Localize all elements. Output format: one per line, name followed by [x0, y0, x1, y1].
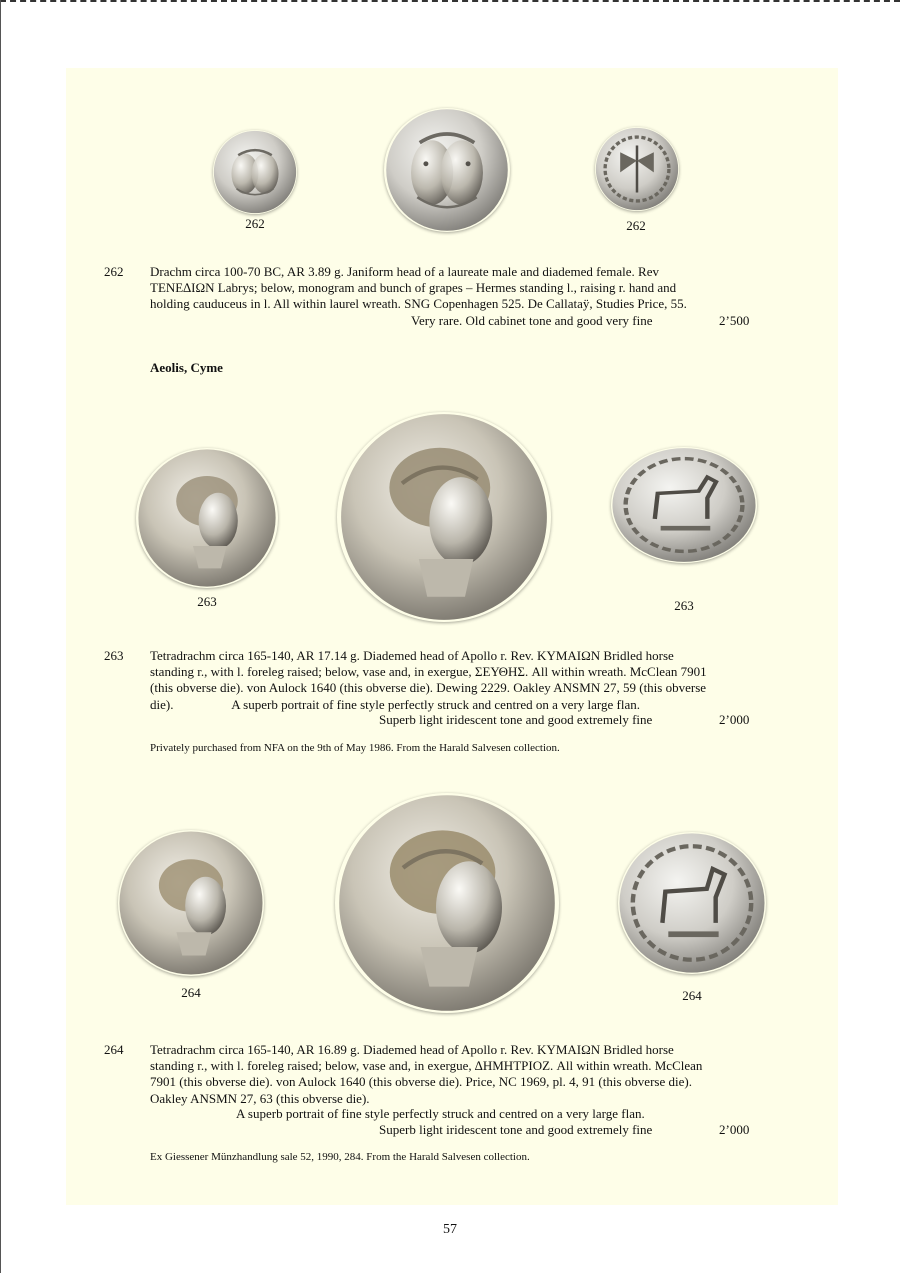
plate-label-262-right: 262: [626, 218, 646, 233]
description-line: standing r., with l. foreleg raised; below, vase and, in exergue, ΣΕΥΘΗΣ. All within wreath. McClean 7901: [150, 664, 707, 680]
lot-264-condition: Superb light iridescent tone and good extremely fine: [379, 1122, 653, 1137]
lot-263-provenance: Privately purchased from NFA on the 9th of May 1986. From the Harald Salvesen collection.: [150, 742, 560, 754]
top-dashed-border: [0, 0, 900, 4]
lot-description: [150, 264, 752, 313]
coin-264-reverse-image: [618, 832, 766, 974]
description-line: 7901 (this obverse die). von Aulock 1640 (this obverse die). Price, NC 1969, pl. 4, 91 (this obverse die).: [150, 1074, 692, 1090]
content-panel: [66, 68, 838, 1205]
coin-262-obverse-enlarged-image: [384, 108, 510, 232]
coin-263-obverse-enlarged-image: [337, 412, 551, 622]
coin-264-obverse-enlarged-image: [335, 793, 559, 1013]
lot-description: [150, 1042, 752, 1107]
description-line: Tetradrachm circa 165-140, AR 17.14 g. Diademed head of Apollo r. Rev. KYMAIΩN Bridled horse: [150, 648, 674, 663]
description-line: Oakley ANSMN 27, 63 (this obverse die).: [150, 1090, 370, 1106]
section-heading: Aeolis, Cyme: [150, 360, 223, 375]
coin-263-reverse-image: [611, 447, 757, 563]
plate-label-263-left: 263: [197, 594, 217, 609]
coin-262-reverse-image: [595, 127, 679, 211]
plate-label-262-left: 262: [245, 216, 265, 231]
description-line: Drachm circa 100-70 BC, AR 3.89 g. Janiform head of a laureate male and diademed female. Rev: [150, 264, 659, 279]
lot-number: 264: [104, 1042, 124, 1057]
left-page-edge: [0, 0, 1, 1273]
lot-264-estimate: 2’000: [719, 1122, 750, 1137]
description-line: die). A superb portrait of fine style perfectly struck and centred on a very large flan.: [150, 696, 640, 712]
lot-description: [150, 648, 752, 713]
lot-262-estimate: 2’500: [719, 313, 750, 328]
lot-263-condition: Superb light iridescent tone and good extremely fine: [379, 712, 653, 727]
description-line: Tetradrachm circa 165-140, AR 16.89 g. Diademed head of Apollo r. Rev. KYMAIΩN Bridled horse: [150, 1042, 674, 1057]
lot-number: 262: [104, 264, 124, 279]
plate-label-264-left: 264: [181, 985, 201, 1000]
lot-264-style-note: A superb portrait of fine style perfectly struck and centred on a very large flan.: [236, 1106, 645, 1121]
description-line: TENE∆IΩN Labrys; below, monogram and bunch of grapes – Hermes standing l., raising r. hand and: [150, 280, 677, 296]
description-line: (this obverse die). von Aulock 1640 (this obverse die). Dewing 2229. Oakley ANSMN 27, 59 (this obverse: [150, 680, 707, 696]
coin-263-obverse-image: [136, 448, 278, 588]
lot-262-condition: Very rare. Old cabinet tone and good very fine: [411, 313, 653, 328]
plate-label-263-right: 263: [674, 598, 694, 613]
description-line: standing r., with l. foreleg raised; below, vase and, in exergue, ∆ΗΜΗΤΡΙΟΖ. All within wreath. McClean: [150, 1058, 703, 1074]
lot-263-estimate: 2’000: [719, 712, 750, 727]
coin-264-obverse-image: [118, 830, 264, 976]
page-number: 57: [443, 1222, 457, 1237]
lot-number: 263: [104, 648, 124, 663]
description-line: holding cauduceus in l. All within laurel wreath. SNG Copenhagen 525. De Callataÿ, Studies Price, 55.: [150, 296, 687, 312]
coin-262-obverse-image: [213, 130, 297, 214]
plate-label-264-right: 264: [682, 988, 702, 1003]
lot-264-provenance: Ex Giessener Münzhandlung sale 52, 1990, 284. From the Harald Salvesen collection.: [150, 1151, 530, 1163]
